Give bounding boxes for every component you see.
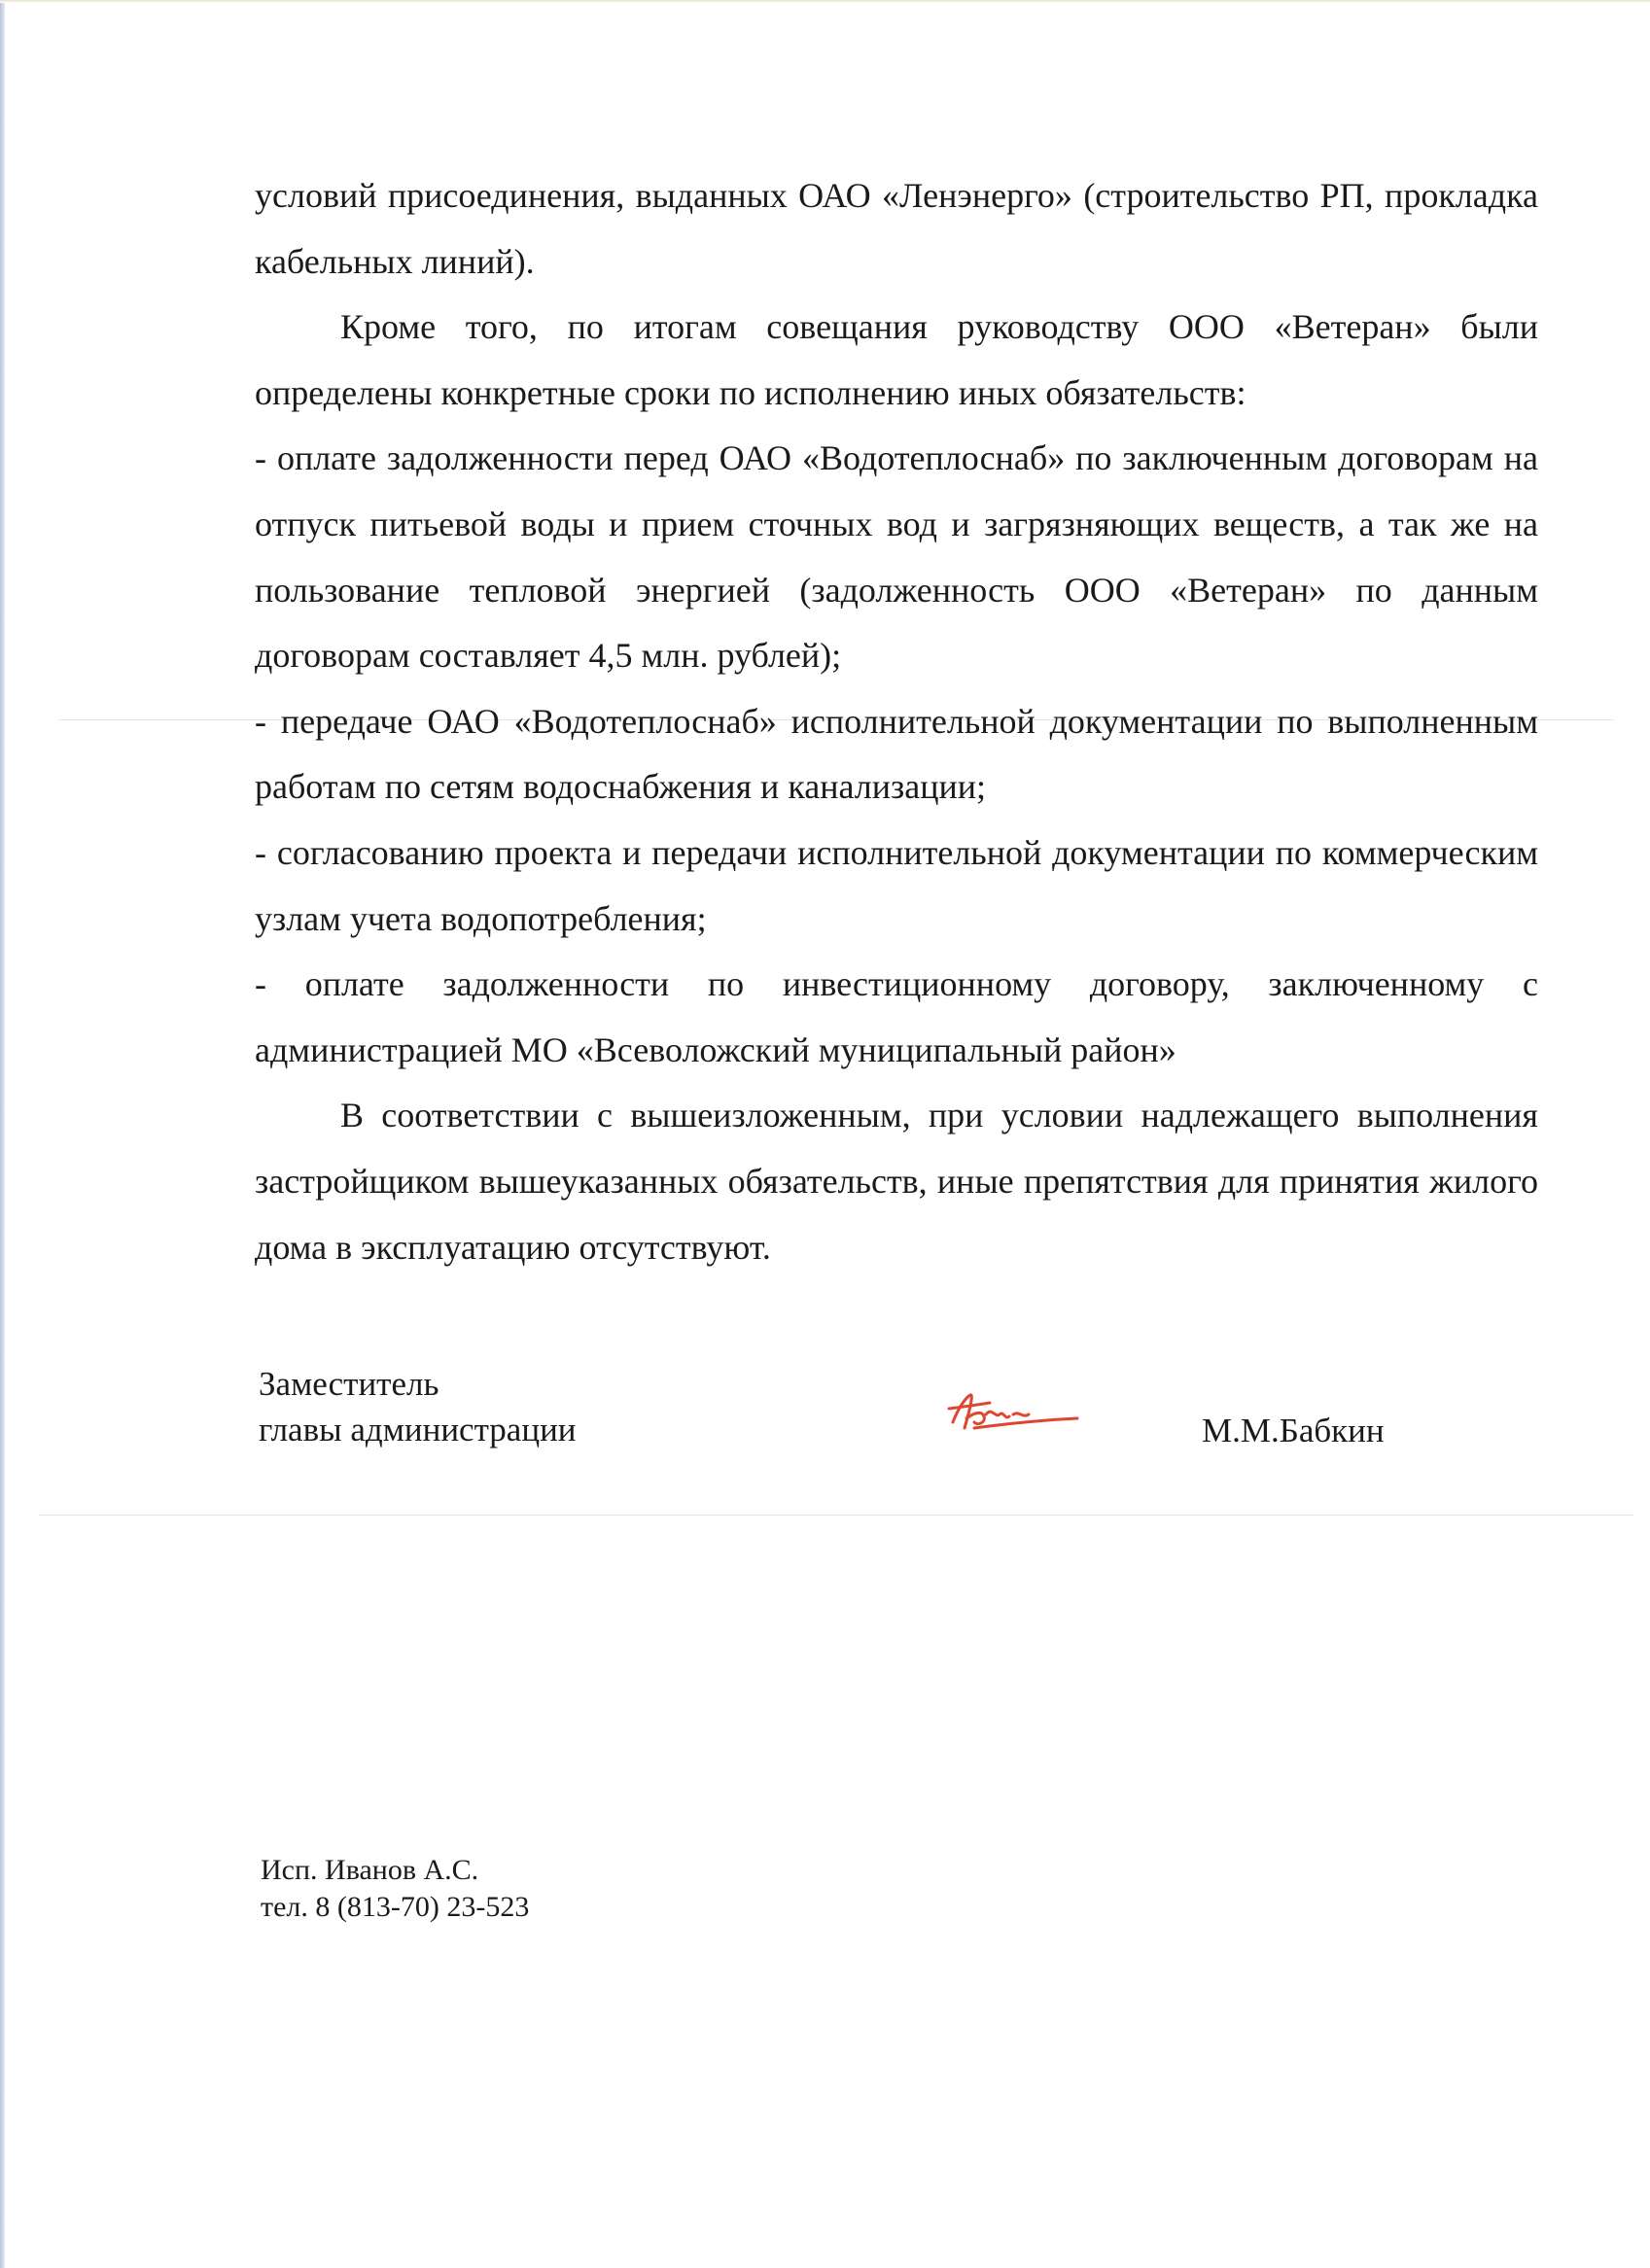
position-line-1: Заместитель: [259, 1365, 439, 1403]
signatory-position: [259, 1361, 577, 1452]
executor-info: [261, 1852, 529, 1926]
list-item-water-debt: - оплате задолженности перед ОАО «Водотеплоснаб» по заключенным договорам на отпуск питьевой воды и прием сточных вод и загрязняющих веществ, а так же на пользование тепловой энергией (задолженность ООО «Ветеран» по данным договорам составляет 4,5 млн. рублей);: [255, 438, 1538, 676]
paragraph-conclusion: В соответствии с вышеизложенным, при условии надлежащего выполнения застройщиком вышеуказанных обязательств, иные препятствия для принятия жилого дома в эксплуатацию отсутствуют.: [255, 1096, 1538, 1267]
list-item-metering-project: - согласованию проекта и передачи исполнительной документации по коммерческим узлам учета водопотребления;: [255, 832, 1538, 938]
list-item-investment-debt: - оплате задолженности по инвестиционному договору, заключенному с администрацией МО «Всеволожский муниципальный район»: [255, 964, 1538, 1069]
scan-edge-left: [0, 0, 5, 2268]
handwritten-signature-icon: [945, 1385, 1081, 1444]
scan-artifact-line: [39, 1515, 1633, 1516]
scan-edge-top: [0, 0, 1650, 3]
position-line-2: главы администрации: [259, 1411, 577, 1448]
paragraph-meeting-results: Кроме того, по итогам совещания руководству ООО «Ветеран» были определены конкретные сроки по исполнению иных обязательств:: [255, 307, 1538, 412]
signatory-name: М.М.Бабкин: [1202, 1412, 1385, 1449]
letter-body: [255, 163, 1538, 1280]
list-item-documentation-transfer: - передаче ОАО «Водотеплоснаб» исполнительной документации по выполненным работам по сетям водоснабжения и канализации;: [255, 701, 1538, 807]
paragraph-connection-conditions: условий присоединения, выданных ОАО «Ленэнерго» (строительство РП, прокладка кабельных линий).: [255, 176, 1538, 281]
executor-phone: тел. 8 (813-70) 23-523: [261, 1891, 530, 1923]
executor-name: Исп. Иванов А.С.: [261, 1854, 479, 1886]
